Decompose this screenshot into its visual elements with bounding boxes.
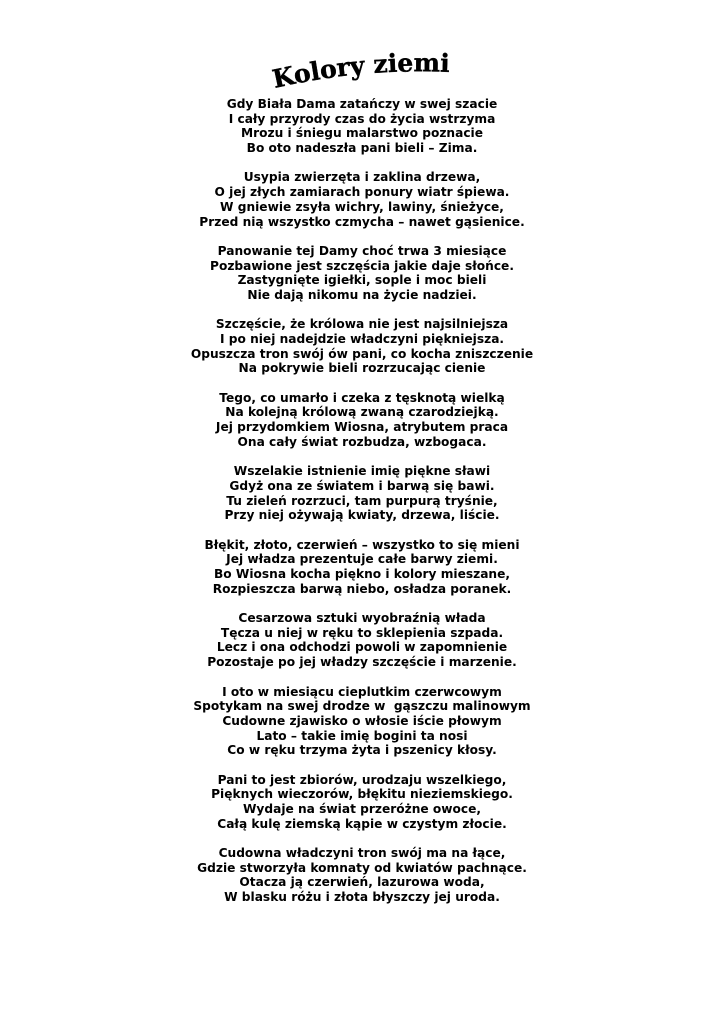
- poem-line: Gdy Biała Dama zatańczy w swej szacie: [226, 97, 498, 111]
- poem-line: Błękit, złoto, czerwień – wszystko to się mieni: [204, 537, 520, 552]
- poem-line: Tego, co umarło i czeka z tęsknotą wielką: [219, 390, 505, 405]
- poem-line: Wydaje na świat przeróżne owoce,: [242, 802, 482, 816]
- poem-line: Przed nią wszystko czmycha – nawet gąsienice.: [199, 214, 525, 229]
- poem-line: Szczęście, że królowa nie jest najsilniejsza: [215, 317, 509, 332]
- poem-line: Co w ręku trzyma żyta i pszenicy kłosy.: [227, 743, 497, 758]
- poem-line: Wszelakie istnienie imię piękne sławi: [233, 464, 491, 479]
- poem-stanza: [0, 244, 724, 303]
- poem-line: Na pokrywie bieli rozrzucając cienie: [238, 361, 486, 376]
- poem-line: Lato – takie imię bogini ta nosi: [256, 728, 468, 743]
- poem-line: O jej złych zamiarach ponury wiatr śpiewa.: [214, 185, 510, 200]
- poem-line: Gdzie stworzyła komnaty od kwiatów pachnące.: [197, 860, 527, 875]
- poem-line: Nie dają nikomu na życie nadziei.: [247, 287, 477, 302]
- poem-stanza: [0, 97, 724, 156]
- poem-stanza: [0, 611, 724, 670]
- poem-stanza: [0, 317, 724, 376]
- poem-line: Tęcza u niej w ręku to sklepienia szpada.: [220, 625, 504, 640]
- poem-line: W blasku różu i złota błyszczy jej uroda.: [224, 890, 500, 905]
- poem-line: Usypia zwierzęta i zaklina drzewa,: [243, 170, 481, 185]
- poem-title-wordart: [259, 29, 457, 96]
- poem-line: Zastygnięte igiełki, sople i moc bieli: [237, 273, 487, 288]
- poem-title-text: „Kolory ziemi”: [259, 29, 451, 94]
- poem-stanza: [0, 773, 724, 832]
- poem-stanza: [0, 464, 724, 523]
- poem-line: Lecz i ona odchodzi powoli w zapomnienie: [216, 640, 508, 655]
- poem-line: Mrozu i śniegu malarstwo poznacie: [240, 126, 483, 141]
- poem-line: Cesarzowa sztuki wyobraźnią włada: [238, 611, 486, 626]
- poem-line: Cudowne zjawisko o włosie iście płowym: [222, 713, 502, 728]
- poem-stanza: [0, 538, 724, 597]
- poem-line: Przy niej ożywają kwiaty, drzewa, liście.: [224, 508, 500, 523]
- poem-line: I po niej nadejdzie władczyni piękniejsza.: [219, 332, 505, 346]
- poem-line: I oto w miesiącu cieplutkim czerwcowym: [222, 684, 502, 699]
- poem-line: Pozostaje po jej władzy szczęście i marzenie.: [207, 655, 517, 670]
- poem-line: Bo oto nadeszła pani bieli – Zima.: [246, 141, 478, 156]
- poem-line: I cały przyrody czas do życia wstrzyma: [228, 111, 496, 126]
- poem-line: Gdyż ona ze światem i barwą się bawi.: [229, 478, 495, 493]
- poem-line: Opuszcza tron swój ów pani, co kocha zniszczenie: [190, 346, 534, 361]
- poem-line: Spotykam na swej drodze w gąszczu malinowym: [193, 699, 531, 714]
- poem-stanza: [0, 846, 724, 905]
- poem-line: W gniewie zsyła wichry, lawiny, śnieżyce,: [220, 199, 504, 214]
- poem-title-container: [0, 29, 724, 96]
- poem-line: Pozbawione jest szczęścia jakie daje słońce.: [210, 258, 514, 273]
- poem-line: Jej przydomkiem Wiosna, atrybutem praca: [215, 420, 509, 435]
- poem-line: Panowanie tej Damy choć trwa 3 miesiące: [217, 243, 507, 258]
- poem-line: Otacza ją czerwień, lazurowa woda,: [239, 875, 485, 890]
- poem-line: Ona cały świat rozbudza, wzbogaca.: [237, 434, 487, 449]
- poem-line: Cudowna władczyni tron swój ma na łące,: [218, 846, 506, 861]
- poem-stanza: [0, 391, 724, 450]
- poem-line: Bo Wiosna kocha piękno i kolory mieszane,: [214, 567, 510, 581]
- poem-stanza: [0, 170, 724, 229]
- poem-line: Tu zieleń rozrzuci, tam purpurą tryśnie,: [226, 493, 498, 508]
- poem-line: Całą kulę ziemską kąpie w czystym złocie.: [217, 816, 507, 831]
- poem-line: Rozpieszcza barwą niebo, osładza poranek.: [212, 581, 512, 596]
- poem-line: Pięknych wieczorów, błękitu nieziemskiego.: [211, 787, 513, 802]
- poem-stanza: [0, 685, 724, 758]
- poem-line: Pani to jest zbiorów, urodzaju wszelkiego,: [217, 772, 507, 787]
- poem-body: [0, 97, 724, 920]
- poem-line: Na kolejną królową zwaną czarodziejką.: [225, 405, 499, 420]
- poem-line: Jej władza prezentuje całe barwy ziemi.: [226, 552, 498, 567]
- poem-title: [260, 29, 450, 94]
